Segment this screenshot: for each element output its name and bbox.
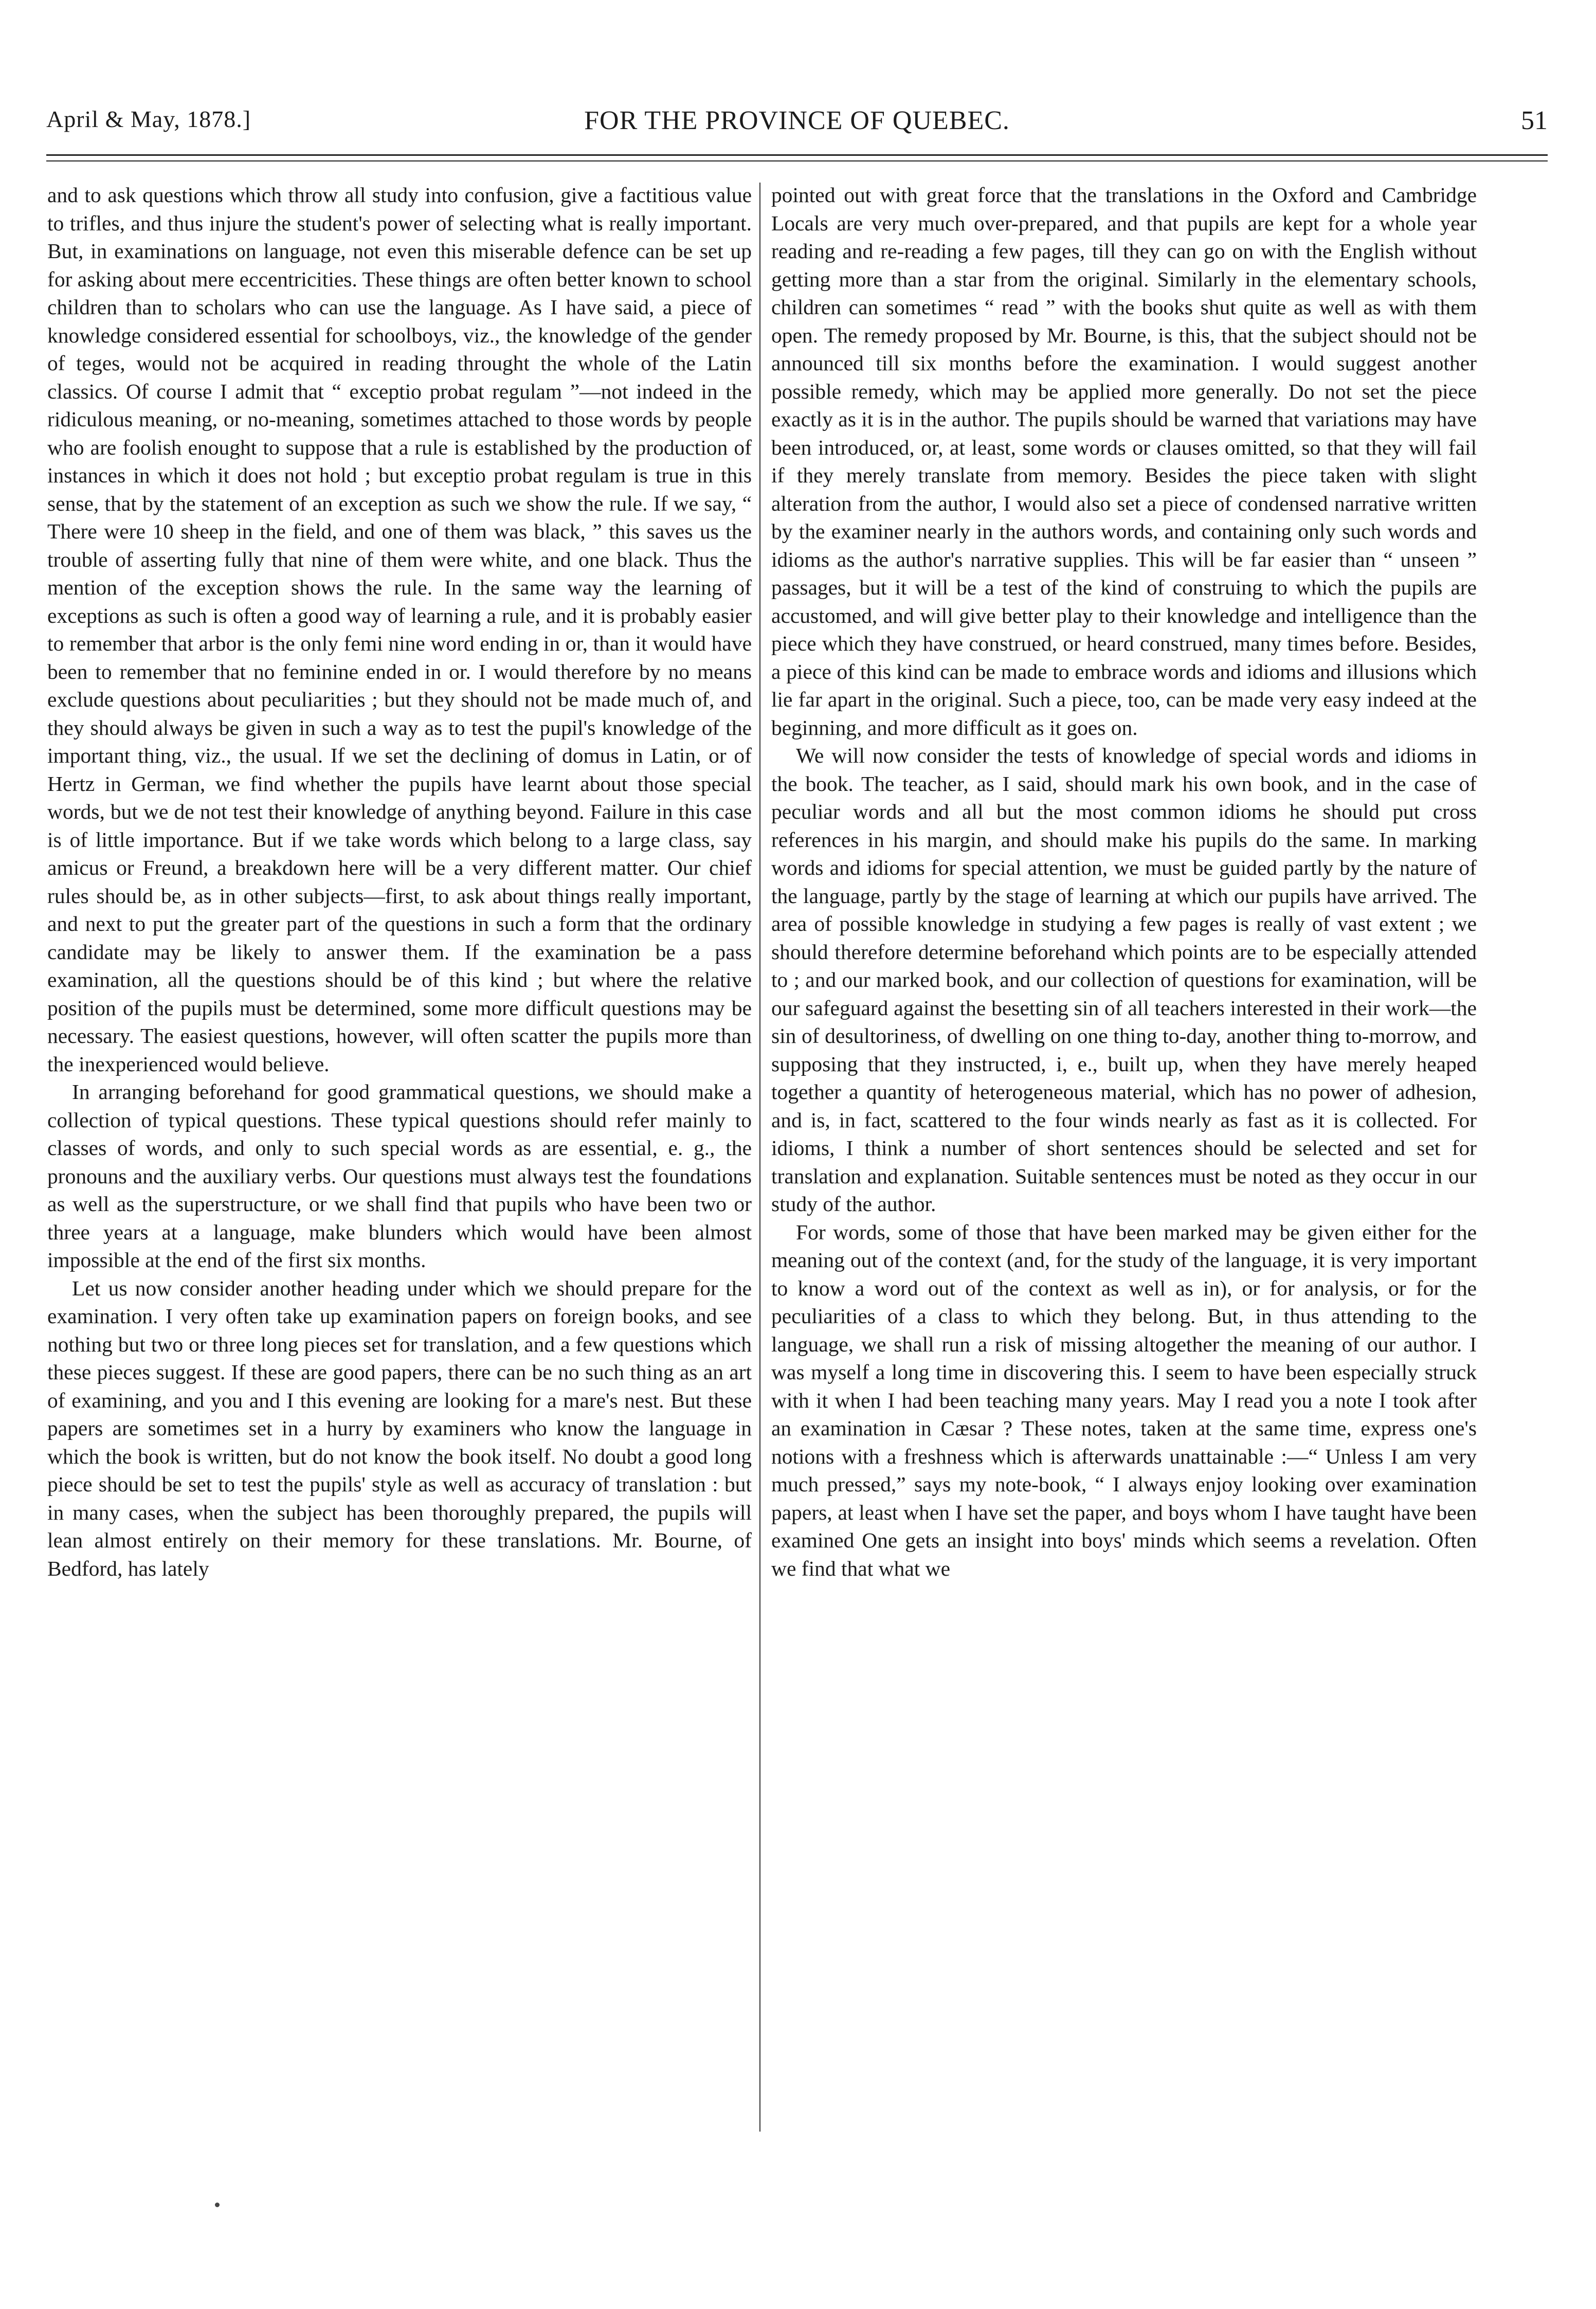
column-divider <box>759 183 760 2132</box>
paragraph: For words, some of those that have been marked may be given either for the meaning out of the context (and, for the study of the language, it is very important to know a word out of the context as well as in), or for analysis, or for the peculiarities of a class to which they belong. But, in thus attending to the language, we shall run a risk of missing altogether the meaning of our author. I was myself a long time in discovering this. I seem to have been especially struck with it when I had been teaching many years. May I read you a note I took after an examination in Cæsar ? These notes, taken at the same time, express one's notions with a freshness which is afterwards unattainable :—“ Unless I am very much pressed,” says my note-book, “ I always enjoy looking over examination papers, at least when I have set the paper, and boys whom I have taught have been examined One gets an insight into boys' minds which seems a revelation. Often we find that what we <box>771 1220 1477 1580</box>
ink-speck <box>215 2203 220 2207</box>
paragraph: In arranging beforehand for good grammatical questions, we should make a collection of typical questions. These typical questions should refer mainly to classes of words, and only to such special words as are essential, e. g., the pronouns and the auxiliary verbs. Our questions must always test the foundations as well as the superstructure, or we shall find that pupils who have been two or three years at a language, make blunders which would have been almost impossible at the end of the first six months. <box>47 1080 752 1272</box>
issue-date: April & May, 1878.] <box>46 106 251 132</box>
header-rule-thin <box>46 160 1548 161</box>
paragraph: We will now consider the tests of knowledge of special words and idioms in the book. The teacher, as I said, should mark his own book, and in the case of peculiar words and all but the most common idioms he should put cross references in his margin, and should make his pupils do the same. In marking words and idioms for special attention, we must be guided partly by the nature of the language, partly by the stage of learning at which our pupils have arrived. The area of possible knowledge in studying a few pages is really of vast extent ; we should therefore determine beforehand which points are to be especially attended to ; and our marked book, and our collection of questions for examination, will be our safeguard against the besetting sin of all teachers interested in their work—the sin of desultoriness, of dwelling on one thing to-day, another thing to-morrow, and supposing that they instructed, i, e., built up, when they have merely heaped together a quantity of heterogeneous material, which has no power of adhesion, and is, in fact, scattered to the four winds nearly as fast as it is collected. For idioms, I think a number of short sentences should be selected and set for translation and explanation. Suitable sentences must be noted as they occur in our study of the author. <box>771 744 1477 1216</box>
page-number: 51 <box>1521 106 1548 135</box>
page-title: FOR THE PROVINCE OF QUEBEC. <box>584 106 1010 135</box>
header-rule <box>46 154 1548 156</box>
paragraph: and to ask questions which throw all study into confusion, give a factitious value to trifles, and thus injure the student's power of selecting what is really important. But, in examinations on language, not even this miserable defence can be set up for asking about mere eccentricities. These things are often better known to school children than to scholars who can use the language. As I have said, a piece of knowledge considered essential for schoolboys, viz., the knowledge of the gender of teges, would not be acquired in reading throught the whole of the Latin classics. Of course I admit that “ exceptio probat regulam ”—not indeed in the ridiculous meaning, or no-meaning, sometimes attached to those words by people who are foolish enought to suppose that a rule is established by the production of instances in which it does not hold ; but exceptio probat regulam is true in this sense, that by the statement of an exception as such we show the rule. If we say, “ There were 10 sheep in the field, and one of them was black, ” this saves us the trouble of asserting fully that nine of them were white, and one black. Thus the mention of the exception shows the rule. In the same way the learning of exceptions as such is often a good way of learning a rule, and it is probably easier to remember that arbor is the only femi nine word ending in or, than it would have been to remember that no feminine ended in or. I would therefore by no means exclude questions about peculiarities ; but they should not be made much of, and they should always be given in such a way as to test the pupil's knowledge of the important thing, viz., the usual. If we set the declining of domus in Latin, or of Hertz in German, we find whether the pupils have learnt about those special words, but we de not test their knowledge of anything beyond. Failure in this case is of little importance. But if we take words which belong to a large class, say amicus or Freund, a breakdown here will be a very different matter. Our chief rules should be, as in other subjects—first, to ask about things really important, and next to put the greater part of the questions in such a form that the ordinary candidate may be likely to answer them. If the examination be a pass examination, all the questions should be of this kind ; but where the relative position of the pupils must be determined, some more difficult questions may be necessary. The easiest questions, however, will often scatter the pupils more than the inexperienced would believe. <box>47 183 752 1076</box>
running-head <box>46 105 1548 141</box>
right-column <box>771 181 1477 2135</box>
paragraph: pointed out with great force that the translations in the Oxford and Cambridge Locals are very much over-prepared, and that pupils are kept for a whole year reading and re-reading a few pages, till they can go on with the English without getting more than a star from the original. Similarly in the elementary schools, children can sometimes “ read ” with the books shut quite as well as with them open. The remedy proposed by Mr. Bourne, is this, that the subject should not be announced till six months before the examination. I would suggest another possible remedy, which may be applied more generally. Do not set the piece exactly as it is in the author. The pupils should be warned that variations may have been introduced, or, at least, some words or clauses omitted, so that they will fail if they merely translate from memory. Besides the piece taken with slight alteration from the author, I would also set a piece of condensed narrative written by the examiner nearly in the authors words, and containing only such words and idioms as the author's narrative supplies. This will be far easier than “ unseen ” passages, but it will be a test of the kind of construing to which the pupils are accustomed, and will give better play to their knowledge and intelligence than the piece which they have construed, or heard construed, many times before. Besides, a piece of this kind can be made to embrace words and idioms and illusions which lie far apart in the original. Such a piece, too, can be made very easy indeed at the beginning, and more difficult as it goes on. <box>771 183 1477 739</box>
paragraph: Let us now consider another heading under which we should prepare for the examination. I very often take up examination papers on foreign books, and see nothing but two or three long pieces set for translation, and a few questions which these pieces suggest. If these are good papers, there can be no such thing as an art of examining, and you and I this evening are looking for a mare's nest. But these papers are sometimes set in a hurry by examiners who know the language in which the book is written, but do not know the book itself. No doubt a good long piece should be set to test the pupils' style as well as accuracy of translation : but in many cases, when the subject has been thoroughly prepared, the pupils will lean almost entirely on their memory for these translations. Mr. Bourne, of Bedford, has lately <box>47 1276 752 1580</box>
left-column <box>47 181 752 2135</box>
